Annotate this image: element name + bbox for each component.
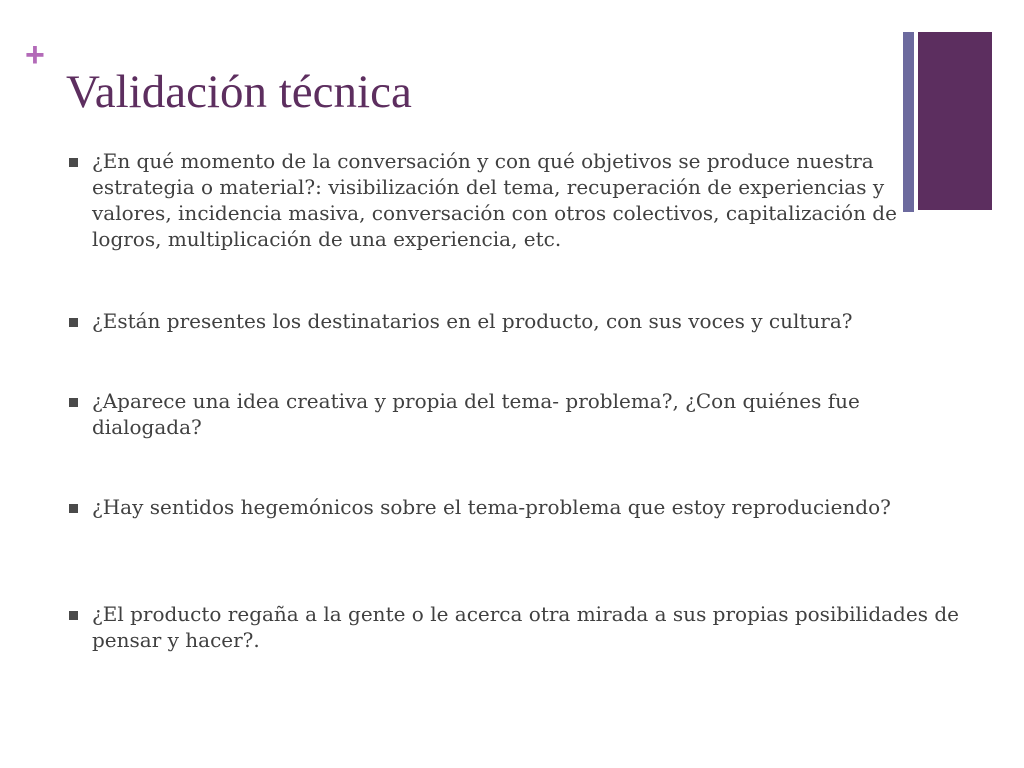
slide-title: Validación técnica (66, 66, 412, 118)
bullet-item (66, 494, 966, 520)
square-bullet-icon (69, 318, 78, 327)
square-bullet-icon (69, 158, 78, 167)
square-bullet-icon (69, 398, 78, 407)
bullet-text: ¿Están presentes los destinatarios en el producto, con sus voces y cultura? (92, 309, 853, 333)
bullet-text: ¿El producto regaña a la gente o le acerca otra mirada a sus propias posibilidades de pensar y hacer?. (92, 602, 959, 652)
bullet-text: ¿En qué momento de la conversación y con qué objetivos se produce nuestra estrategia o material?: visibilización del tema, recuperación de experiencias y valores, incidencia masiva, conversación con otros colectivos, capitalización de logros, multiplicación de una experiencia, etc. (92, 149, 897, 251)
bullet-text: ¿Hay sentidos hegemónicos sobre el tema-problema que estoy reproduciendo? (92, 495, 891, 519)
bullet-text: ¿Aparece una idea creativa y propia del tema- problema?, ¿Con quiénes fue dialogada? (92, 389, 860, 439)
bullet-item (66, 308, 966, 334)
square-bullet-icon (69, 504, 78, 513)
bullet-item (66, 148, 966, 252)
bullet-item (66, 601, 966, 653)
plus-decoration: + (25, 36, 45, 74)
bullet-item (66, 388, 966, 440)
square-bullet-icon (69, 611, 78, 620)
